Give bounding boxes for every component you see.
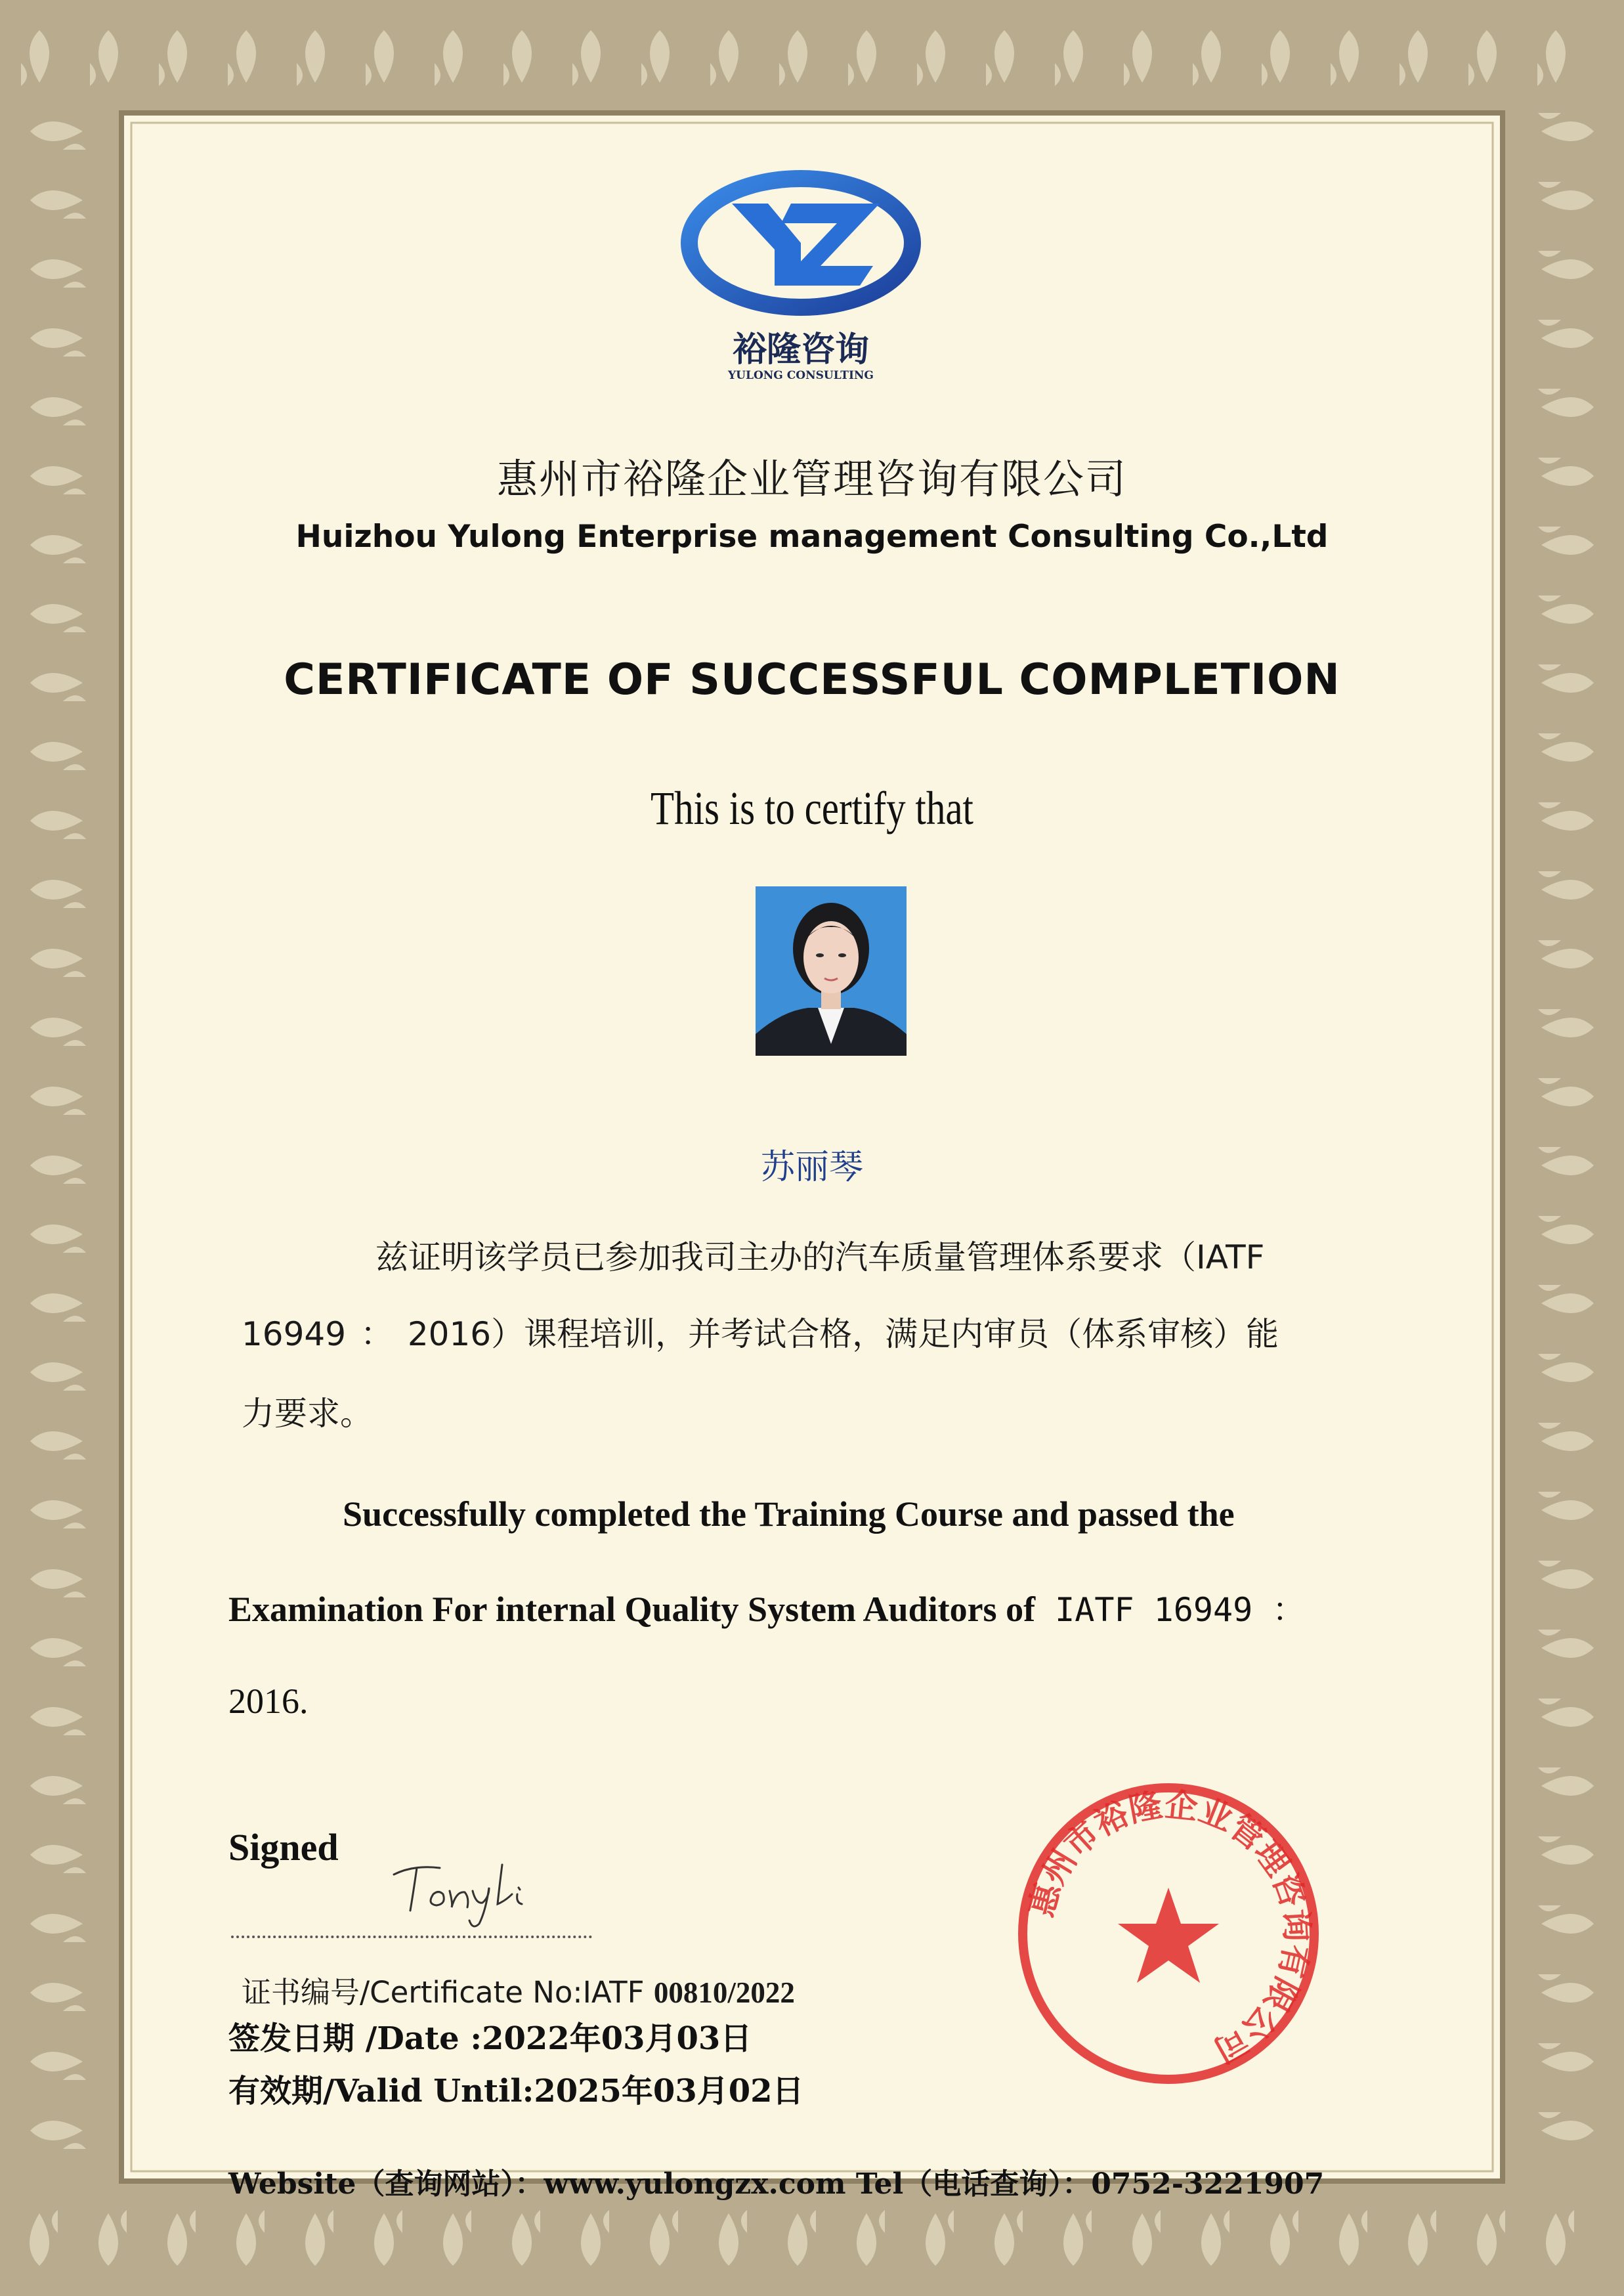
body-cn-line: 16949 ： 2016）课程培训，并考试合格，满足内审员（体系审核）能 xyxy=(242,1315,1279,1353)
company-name-en: Huizhou Yulong Enterprise management Consulting Co.,Ltd xyxy=(295,519,1329,555)
body-en-line-2-bold: Examination For internal Quality System Auditors of xyxy=(228,1590,1036,1629)
certificate-number-value: 00810/2022 xyxy=(653,1976,795,2009)
certificate-number-label: 证书编号/Certificate No:IATF xyxy=(242,1975,654,2010)
body-cn-line: 力要求。 xyxy=(242,1395,373,1433)
signed-label: Signed xyxy=(228,1826,339,1869)
certificate-number xyxy=(242,1968,795,2011)
company-name-cn: 惠州市裕隆企业管理咨询有限公司 xyxy=(496,455,1127,503)
company-seal-stamp xyxy=(1014,1779,1323,2088)
handwritten-signature xyxy=(387,1838,584,1930)
yulong-logo xyxy=(670,167,932,384)
body-cn-line: 兹证明该学员已参加我司主办的汽车质量管理体系要求（IATF xyxy=(375,1238,1265,1276)
issue-date: 签发日期 /Date :2022年03月03日 xyxy=(228,2020,752,2057)
logo-brand-en: YULONG CONSULTING xyxy=(728,369,874,382)
logo-brand-cn: 裕隆咨询 xyxy=(732,330,870,370)
certify-that-text: This is to certify that xyxy=(651,782,973,834)
footer-contact: Website（查询网站）：www.yulongzx.com Tel（电话查询）：0752-3221907 xyxy=(228,2167,1325,2201)
seal-star-icon xyxy=(1118,1888,1219,1983)
seal-ring-text: 惠州市裕隆企业管理咨询有限公司 xyxy=(1022,1785,1317,2070)
body-en-line-3: 2016. xyxy=(228,1681,309,1721)
body-en-line-1: Successfully completed the Training Course and passed the xyxy=(343,1494,1235,1534)
body-en-line-2 xyxy=(228,1584,1305,1631)
holder-name: 苏丽琴 xyxy=(760,1148,863,1187)
holder-photo xyxy=(756,886,907,1056)
signature-line xyxy=(231,1936,592,1938)
body-en-line-2-standard: IATF 16949 ： xyxy=(1035,1591,1306,1629)
certificate-title: CERTIFICATE OF SUCCESSFUL COMPLETION xyxy=(284,655,1340,704)
valid-until-date: 有效期/Valid Until:2025年03月02日 xyxy=(228,2073,804,2110)
